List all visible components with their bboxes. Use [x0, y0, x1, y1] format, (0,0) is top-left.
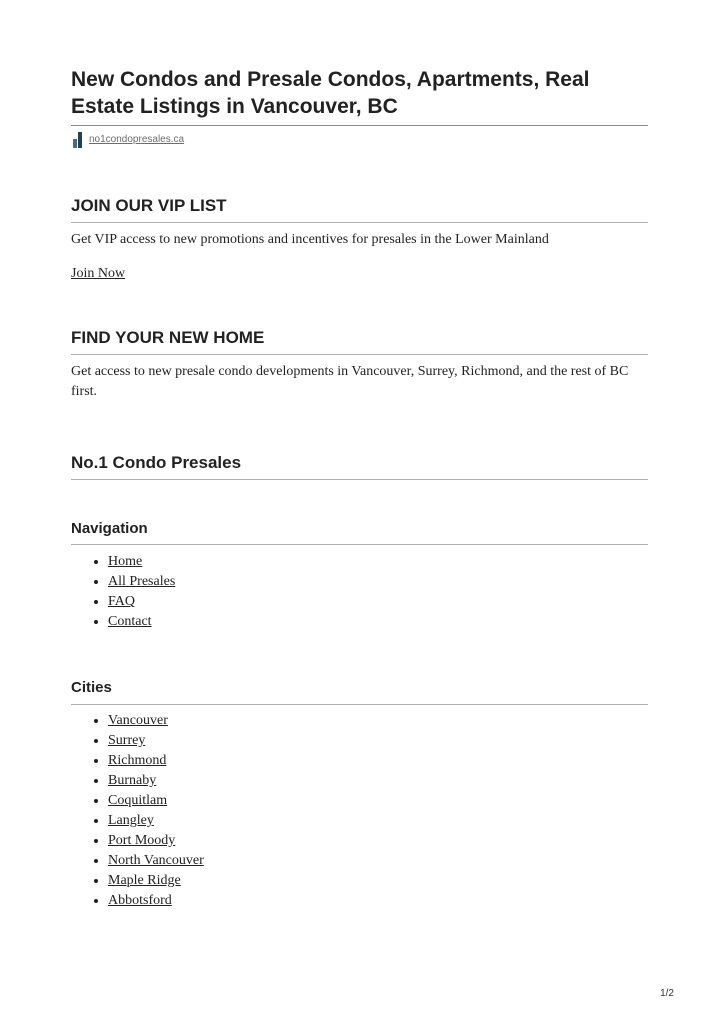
vip-text: Get VIP access to new promotions and incentives for presales in the Lower Mainland — [71, 232, 549, 247]
nav-link-all-presales[interactable]: All Presales — [108, 574, 176, 589]
city-link-maple-ridge[interactable]: Maple Ridge — [108, 873, 181, 888]
join-now-paragraph — [71, 264, 648, 284]
city-item — [108, 791, 204, 811]
city-link-richmond[interactable]: Richmond — [108, 753, 167, 768]
source-link[interactable]: no1condopresales.ca — [89, 134, 185, 145]
navigation-item — [108, 552, 175, 572]
cities-heading: Cities — [71, 679, 112, 696]
brand-divider — [71, 479, 648, 480]
document-title: New Condos and Presale Condos, Apartments, Real Estate Listings in Vancouver, BC — [71, 68, 590, 118]
city-link-port-moody[interactable]: Port Moody — [108, 833, 176, 848]
vip-divider — [71, 222, 648, 223]
home-heading: FIND YOUR NEW HOME — [71, 328, 265, 347]
city-link-burnaby[interactable]: Burnaby — [108, 773, 157, 788]
navigation-list — [71, 552, 175, 632]
navigation-item — [108, 592, 175, 612]
title-divider — [71, 125, 648, 126]
navigation-divider — [71, 544, 648, 545]
building-logo-icon — [73, 131, 83, 148]
city-link-coquitlam[interactable]: Coquitlam — [108, 793, 168, 808]
navigation-item — [108, 572, 175, 592]
city-item — [108, 711, 204, 731]
page-number: 1/2 — [660, 988, 674, 999]
source-line — [73, 131, 184, 148]
brand-heading: No.1 Condo Presales — [71, 453, 242, 472]
cities-list — [71, 711, 204, 911]
city-item — [108, 831, 204, 851]
city-item — [108, 731, 204, 751]
city-link-surrey[interactable]: Surrey — [108, 733, 146, 748]
nav-link-home[interactable]: Home — [108, 554, 143, 569]
city-item — [108, 771, 204, 791]
city-link-langley[interactable]: Langley — [108, 813, 154, 828]
join-now-link[interactable]: Join Now — [71, 266, 126, 281]
city-link-abbotsford[interactable]: Abbotsford — [108, 893, 172, 908]
city-item — [108, 851, 204, 871]
city-item — [108, 891, 204, 911]
home-divider — [71, 354, 648, 355]
city-link-north-vancouver[interactable]: North Vancouver — [108, 853, 204, 868]
city-item — [108, 811, 204, 831]
home-text: Get access to new presale condo developments in Vancouver, Surrey, Richmond, and the rest of BC first. — [71, 364, 629, 399]
city-link-vancouver[interactable]: Vancouver — [108, 713, 168, 728]
navigation-item — [108, 612, 175, 632]
vip-heading: JOIN OUR VIP LIST — [71, 196, 227, 215]
city-item — [108, 751, 204, 771]
nav-link-faq[interactable]: FAQ — [108, 594, 135, 609]
nav-link-contact[interactable]: Contact — [108, 614, 152, 629]
city-item — [108, 871, 204, 891]
navigation-heading: Navigation — [71, 520, 148, 537]
cities-divider — [71, 704, 648, 705]
